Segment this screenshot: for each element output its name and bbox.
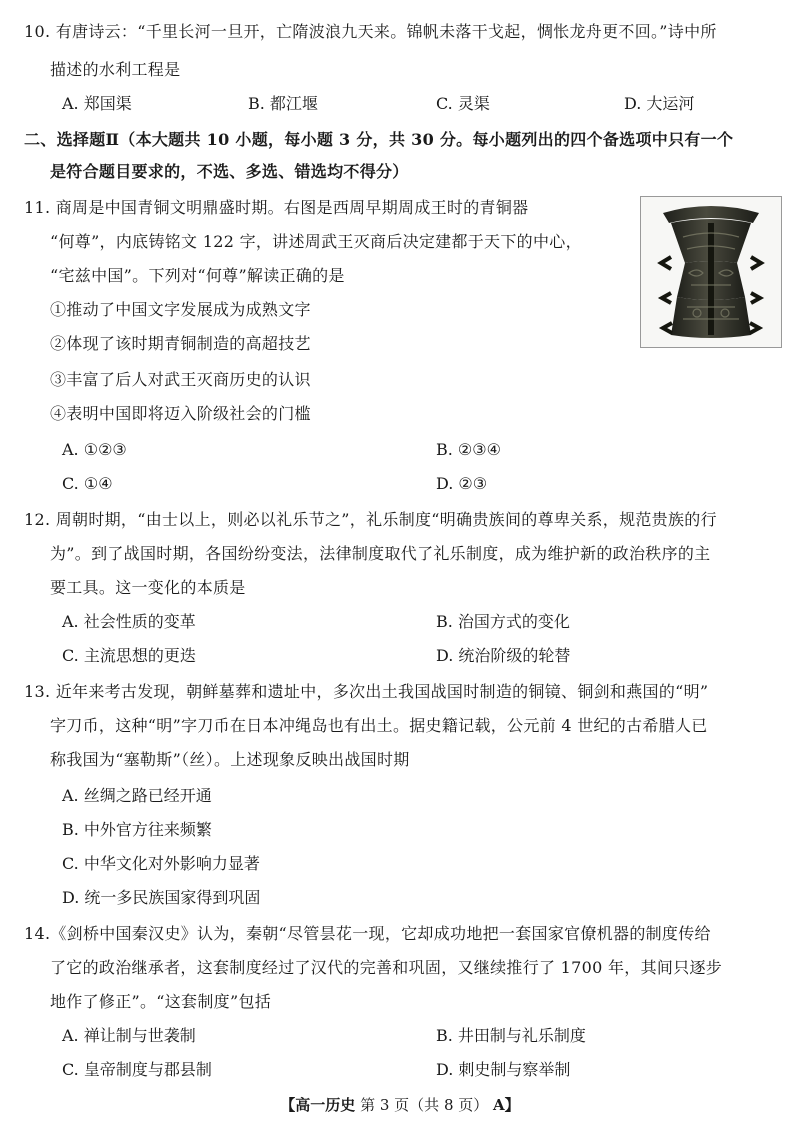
q14-stem-line2: 了它的政治继承者，这套制度经过了汉代的完善和巩固，又继续推行了 1700 年，其间只逐步 [50,958,723,977]
q12-stem-line1: 12. 周朝时期，“由士以上，则必以礼乐节之”，礼乐制度“明确贵族间的尊卑关系，规范贵族的行 [24,510,717,529]
section-2-heading-line2: 是符合题目要求的，不选、多选、错选均不得分） [50,162,409,181]
q10-stem-line1: 10. 有唐诗云：“千里长河一旦开，亡隋波浪九天来。锦帆未落干戈起，惆怅龙舟更不回。”诗中所 [24,22,717,41]
q11-item-3: ③丰富了后人对武王灭商历史的认识 [50,370,311,389]
q12-option-c: C. 主流思想的更迭 [62,646,196,665]
q13-stem-line3: 称我国为“塞勒斯”（丝）。上述现象反映出战国时期 [50,750,410,769]
q12-stem-line2: 为”。到了战国时期，各国纷纷变法，法律制度取代了礼乐制度，成为维护新的政治秩序的主 [50,544,711,563]
q10-option-a: A. 郑国渠 [62,94,132,113]
q11-option-b: B. ②③④ [436,440,501,459]
q13-stem-line2: 字刀币，这种“明”字刀币在日本冲绳岛也有出土。据史籍记载，公元前 4 世纪的古希腊人已 [50,716,708,735]
q11-option-d: D. ②③ [436,474,488,493]
q10-option-c: C. 灵渠 [436,94,490,113]
q11-item-2: ②体现了该时期青铜制造的高超技艺 [50,334,311,353]
q13-option-a: A. 丝绸之路已经开通 [62,786,212,805]
bronze-zun-icon [641,197,781,347]
q10-option-b: B. 都江堰 [248,94,318,113]
bronze-zun-vessel-photo [640,196,782,348]
q14-option-a: A. 禅让制与世袭制 [62,1026,196,1045]
q11-option-a: A. ①②③ [62,440,127,459]
q13-option-d: D. 统一多民族国家得到巩固 [62,888,261,907]
q10-option-d: D. 大运河 [624,94,695,113]
q11-stem-line1: 11. 商周是中国青铜文明鼎盛时期。右图是西周早期周成王时的青铜器 [24,198,529,217]
q14-option-c: C. 皇帝制度与郡县制 [62,1060,212,1079]
q11-option-c: C. ①④ [62,474,113,493]
section-2-heading-line1: 二、选择题Ⅱ（本大题共 10 小题，每小题 3 分，共 30 分。每小题列出的四个备选项中只有一个 [24,130,734,149]
page-footer [0,1095,800,1115]
q11-item-1: ①推动了中国文字发展成为成熟文字 [50,300,311,319]
q14-stem-line1: 14.《剑桥中国秦汉史》认为，秦朝“尽管昙花一现，它却成功地把一套国家官僚机器的制度传给 [24,924,711,943]
q13-option-b: B. 中外官方往来频繁 [62,820,212,839]
q10-stem-line2: 描述的水利工程是 [50,60,181,79]
q12-option-d: D. 统治阶级的轮替 [436,646,571,665]
q14-option-b: B. 井田制与礼乐制度 [436,1026,586,1045]
q13-option-c: C. 中华文化对外影响力显著 [62,854,260,873]
q12-option-a: A. 社会性质的变革 [62,612,196,631]
footer-version: A】 [493,1096,520,1114]
q11-stem-line2: “何尊”，内底铸铭文 122 字，讲述周武王灭商后决定建都于天下的中心， [50,232,582,251]
footer-page-number: 第 3 页（共 8 页） [360,1096,489,1114]
q12-option-b: B. 治国方式的变化 [436,612,570,631]
q14-stem-line3: 地作了修正”。“这套制度”包括 [50,992,272,1011]
q12-stem-line3: 要工具。这一变化的本质是 [50,578,246,597]
q14-option-d: D. 刺史制与察举制 [436,1060,571,1079]
q11-stem-line3: “宅兹中国”。下列对“何尊”解读正确的是 [50,266,345,285]
q11-item-4: ④表明中国即将迈入阶级社会的门槛 [50,404,311,423]
q13-stem-line1: 13. 近年来考古发现，朝鲜墓葬和遗址中，多次出土我国战国时制造的铜镜、铜剑和燕国的“明” [24,682,709,701]
footer-subject: 【高一历史 [280,1096,356,1114]
